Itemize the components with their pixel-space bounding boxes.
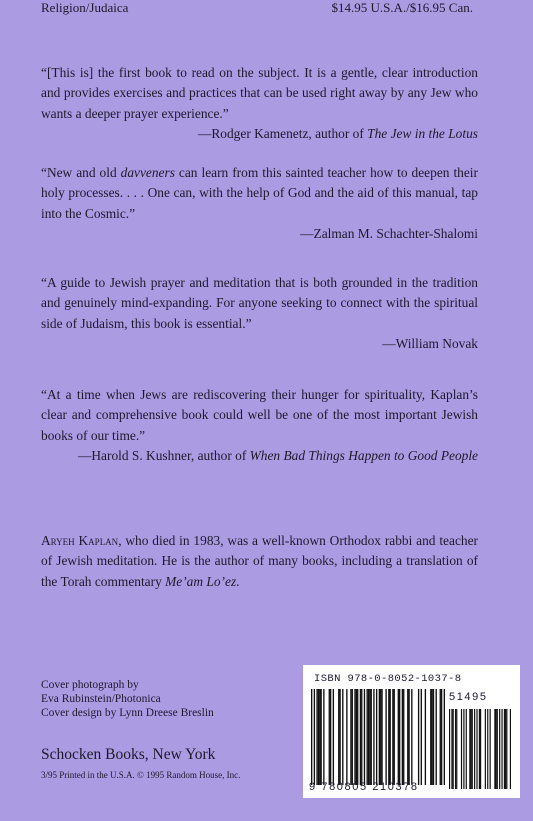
barcode-bar — [318, 689, 319, 785]
author-bio: Aryeh Kaplan, who died in 1983, was a well-known Orthodox rabbi and teacher of Jewish meditation. He is the author of many books, including a translation of the Torah commentary Me’am Lo’ez. — [41, 533, 478, 589]
quote-text: “New and old davveners can learn from this sainted teacher how to deepen their holy processes. . . . One can, with the help of God and the aid of this manual, tap into the Cosmic.” — [41, 165, 478, 221]
quote-attribution: —Zalman M. Schachter-Shalomi — [300, 225, 478, 241]
barcode-bar — [499, 709, 500, 789]
cover-credits: Cover photograph by Eva Rubinstein/Photonica Cover design by Lynn Dreese Breslin — [41, 679, 214, 719]
isbn-text: ISBN 978-0-8052-1037-8 — [314, 673, 462, 685]
review-quote-4 — [41, 385, 478, 466]
barcode-bar — [346, 689, 347, 785]
barcode-bar — [474, 709, 475, 789]
quote-attribution: —William Novak — [382, 335, 478, 351]
barcode-bar — [433, 689, 434, 785]
barcode-bar — [366, 689, 367, 785]
barcode-bar — [390, 689, 391, 785]
barcode-bar — [316, 689, 317, 785]
barcode-bar — [381, 689, 382, 785]
barcode-bar — [449, 709, 450, 789]
review-quote-1 — [41, 63, 478, 144]
barcode-bar — [463, 709, 464, 789]
barcode-bar — [329, 689, 330, 785]
barcode-bar — [311, 689, 312, 785]
barcode-bar — [411, 689, 412, 785]
barcode-bar — [333, 689, 334, 785]
author-name: Aryeh Kaplan — [41, 533, 119, 548]
barcode-bar — [497, 709, 498, 789]
barcode-panel — [303, 665, 520, 798]
barcode-bar — [456, 709, 457, 789]
barcode-bar — [402, 689, 403, 785]
price-label: $14.95 U.S.A./$16.95 Can. — [331, 0, 473, 15]
barcode-bar — [368, 689, 369, 785]
barcode-bar — [352, 689, 353, 785]
work-title: Me’am Lo’ez — [165, 573, 237, 589]
barcode-bar — [356, 689, 357, 785]
barcode-bar — [330, 689, 331, 785]
print-info: 3/95 Printed in the U.S.A. © 1995 Random House, Inc. — [41, 770, 241, 780]
barcode-bar — [380, 689, 381, 785]
barcode-bar — [504, 709, 505, 789]
barcode-bar — [506, 709, 507, 789]
quote-attribution: —Rodger Kamenetz, author of The Jew in the Lotus — [197, 125, 478, 141]
barcode-bar — [369, 689, 370, 785]
ean-number: 9 780805 210378 — [309, 781, 419, 793]
barcode-bar — [440, 689, 441, 785]
barcode-bar — [403, 689, 404, 785]
barcode-bar — [451, 709, 452, 789]
barcode-bar — [364, 689, 365, 785]
barcode-bar — [470, 709, 471, 789]
barcode-bar — [425, 689, 426, 785]
ean-barcode — [311, 689, 445, 785]
barcode-bar — [319, 689, 320, 785]
barcode-bar — [436, 689, 437, 785]
addon-number: 51495 — [449, 691, 488, 703]
barcode-bar — [510, 709, 511, 789]
barcode-bar — [399, 689, 400, 785]
quote-attribution: —Harold S. Kushner, author of When Bad Things Happen to Good People — [77, 447, 478, 463]
barcode-bar — [388, 689, 389, 785]
barcode-bar — [444, 689, 445, 785]
barcode-bar — [357, 689, 358, 785]
barcode-bar — [453, 709, 454, 789]
barcode-bar — [323, 689, 324, 785]
barcode-bar — [392, 689, 393, 785]
quote-text: “At a time when Jews are rediscovering their hunger for spirituality, Kaplan’s clear and comprehensive book could well be one of the most important Jewish books of our time.” — [41, 387, 478, 443]
barcode-bar — [501, 709, 502, 789]
barcode-bar — [320, 689, 321, 785]
barcode-bar — [466, 709, 467, 789]
barcode-bar — [398, 689, 399, 785]
barcode-bar — [408, 689, 409, 785]
barcode-bar — [476, 709, 477, 789]
barcode-bar — [487, 709, 488, 789]
barcode-bar — [418, 689, 419, 785]
barcode-bar — [441, 689, 442, 785]
barcode-bar — [496, 709, 497, 789]
barcode-bar — [314, 689, 315, 785]
review-quote-2 — [41, 163, 478, 244]
barcode-bar — [407, 689, 408, 785]
barcode-bar — [350, 689, 351, 785]
barcode-bar — [338, 689, 339, 785]
barcode-bar — [472, 709, 473, 789]
barcode-bar — [505, 709, 506, 789]
barcode-bar — [361, 689, 362, 785]
barcode-bar — [421, 689, 422, 785]
barcode-bar — [394, 689, 395, 785]
barcode-bar — [385, 689, 386, 785]
addon-barcode — [449, 709, 511, 789]
barcode-bar — [461, 709, 462, 789]
barcode-bar — [376, 689, 377, 785]
quote-text: “A guide to Jewish prayer and meditation that is both grounded in the tradition and genuinely mind-expanding. For anyone seeking to connect with the spiritual side of Judaism, this book is essential.” — [41, 275, 478, 331]
barcode-bar — [360, 689, 361, 785]
barcode-bar — [354, 689, 355, 785]
barcode-bar — [469, 709, 470, 789]
barcode-bar — [479, 709, 480, 789]
category-label: Religion/Judaica — [41, 0, 129, 15]
barcode-bar — [494, 709, 495, 789]
barcode-bar — [339, 689, 340, 785]
barcode-bar — [455, 709, 456, 789]
quote-text: “[This is] the first book to read on the subject. It is a gentle, clear introduction and provides exercises and practices that can be used right away by any Jew who wants a deeper prayer experience.” — [41, 65, 478, 121]
barcode-bar — [379, 689, 380, 785]
barcode-bar — [485, 709, 486, 789]
barcode-bar — [480, 709, 481, 789]
barcode-bar — [430, 689, 431, 785]
barcode-bar — [490, 709, 491, 789]
barcode-bar — [373, 689, 374, 785]
review-quote-3 — [41, 273, 478, 354]
publisher-name: Schocken Books, New York — [41, 746, 216, 763]
barcode-bar — [371, 689, 372, 785]
barcode-bar — [431, 689, 432, 785]
barcode-bar — [342, 689, 343, 785]
